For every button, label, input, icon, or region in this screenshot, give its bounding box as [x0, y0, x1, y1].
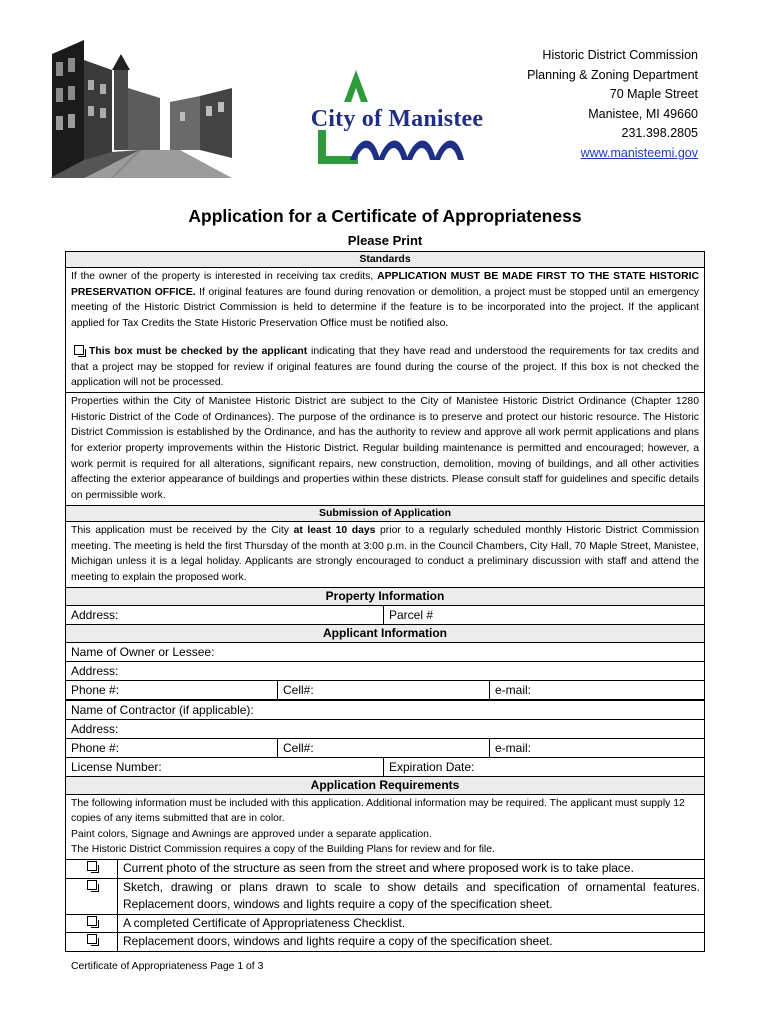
spacer: [66, 333, 704, 343]
parcel-number-field[interactable]: Parcel #: [389, 607, 434, 622]
section-header-applicant: Applicant Information: [66, 625, 704, 643]
contact-division: Planning & Zoning Department: [527, 67, 698, 82]
page-title: Application for a Certificate of Appropriateness: [188, 206, 582, 226]
requirement-checkbox[interactable]: [87, 880, 97, 890]
submission-paragraph: [66, 522, 704, 588]
owner-contact-row: [66, 681, 704, 701]
submission-text-continued: prior to a regularly scheduled monthly Historic District Commission meeting. The meeting is held the first Thursday of the month at 3:00 p.m. in the Council Chambers, City Hall, 70 Maple Street, Manistee, Michigan unless it is a legal holiday. Applicants are strongly encouraged to conduct a preliminary discussion with staff and attend the meeting to explain the proposed work.: [71, 524, 699, 583]
standards-paragraph: [66, 268, 704, 333]
contact-department: Historic District Commission: [542, 48, 698, 62]
property-row: [66, 606, 704, 625]
owner-email-field[interactable]: e-mail:: [495, 682, 532, 697]
requirement-checkbox[interactable]: [87, 916, 97, 926]
contact-city: Manistee, MI 49660: [588, 106, 698, 121]
requirement-checkbox-cell: [66, 933, 118, 951]
standards-warning: APPLICATION MUST BE MADE FIRST TO THE STATE HISTORIC PRESERVATION OFFICE.: [71, 271, 699, 298]
page-footer: Certificate of Appropriateness Page 1 of 3: [71, 961, 264, 972]
contractor-email-field[interactable]: e-mail:: [495, 740, 532, 755]
contractor-cell-field[interactable]: Cell#:: [278, 739, 490, 757]
owner-name-field[interactable]: Name of Owner or Lessee:: [71, 644, 215, 659]
application-form: [65, 251, 705, 952]
requirement-text: A completed Certificate of Appropriateness Checklist.: [123, 915, 406, 930]
contact-street: 70 Maple Street: [609, 87, 698, 102]
owner-address-row: [66, 662, 704, 681]
standards-text-continued: If original features are found during renovation or demolition, a project must be stopped until an emergency meeting of the Historic District Commission is held to determine if the feature is to be incorporated into the project. If the applicant applied for Tax Credits the State Historic Preservation Office must be notified also.: [71, 286, 699, 330]
contractor-address-row: [66, 720, 704, 739]
acknowledgement-bold: This box must be checked by the applicant: [89, 345, 308, 357]
contractor-address-field[interactable]: Address:: [71, 721, 119, 736]
requirement-checkbox[interactable]: [87, 934, 97, 944]
acknowledgement-checkbox[interactable]: [74, 345, 84, 355]
ordinance-paragraph: Properties within the City of Manistee Historic District are subject to the City of Manistee Historic District Ordinance (Chapter 1280 Historic District of the Code of Ordinances). The purpose of the ordinance is to preserve and protect our historic resource. The Historic District Commission is established by the Ordinance, and has the authority to review and approve all work permit applications and plans for exterior property improvements within the Historic District. Regular building maintenance is permitted and encouraged; however, a work permit is required for all alterations, significant repairs, new construction, demolition, moving of buildings, and all other activities affecting the exterior appearance of buildings and properties within these districts. Please consult staff for guidelines and specific details on permissible work.: [66, 393, 704, 506]
requirements-paint-note: Paint colors, Signage and Awnings are approved under a separate application.: [71, 828, 432, 840]
requirement-checkbox[interactable]: [87, 861, 97, 871]
logo-text: City of Manistee: [310, 106, 484, 132]
requirement-item: [66, 933, 704, 951]
license-number-field[interactable]: License Number:: [66, 758, 384, 776]
acknowledgement-text: indicating that they have read and understood the requirements for tax credits and that a project may be stopped for review if original features are found during the course of the project. If this box is not checked the application will not be processed.: [71, 345, 699, 389]
standards-text: If the owner of the property is interested in receiving tax credits,: [71, 271, 378, 282]
page-subtitle: Please Print: [347, 233, 423, 248]
historic-street-photo: [50, 40, 232, 178]
requirement-checkbox-cell: [66, 915, 118, 933]
requirements-plans-note: The Historic District Commission requires a copy of the Building Plans for review and for file.: [71, 844, 495, 856]
requirement-checkbox-cell: [66, 879, 118, 914]
requirement-text: Replacement doors, windows and lights require a copy of the specification sheet.: [123, 934, 553, 949]
contact-phone: 231.398.2805: [621, 126, 698, 141]
submission-deadline: at least 10 days: [293, 524, 376, 536]
owner-row: [66, 643, 704, 662]
requirements-intro: [66, 795, 704, 860]
owner-address-field[interactable]: Address:: [71, 663, 119, 678]
section-header-standards: Standards: [66, 252, 704, 268]
property-address-field[interactable]: Address:: [66, 606, 384, 624]
owner-cell-field[interactable]: Cell#:: [278, 681, 490, 699]
contractor-row: [66, 701, 704, 720]
license-row: [66, 758, 704, 777]
expiration-date-field[interactable]: Expiration Date:: [389, 759, 475, 774]
contractor-name-field[interactable]: Name of Contractor (if applicable):: [71, 702, 254, 717]
requirement-text: Sketch, drawing or plans drawn to scale to show details and specification of ornamental features. Replacement doors, windows and lights require a copy of the specification sheet.: [123, 879, 700, 912]
section-header-property: Property Information: [66, 588, 704, 606]
section-header-requirements: Application Requirements: [66, 777, 704, 795]
owner-phone-field[interactable]: Phone #:: [66, 681, 278, 699]
requirement-item: [66, 879, 704, 915]
requirement-checkbox-cell: [66, 860, 118, 878]
acknowledgement-paragraph: [66, 343, 704, 393]
section-header-submission: Submission of Application: [66, 506, 704, 522]
website-link[interactable]: www.manisteemi.gov: [580, 145, 698, 160]
submission-text: This application must be received by the City: [71, 524, 294, 536]
contact-block: [458, 46, 698, 164]
contractor-contact-row: [66, 739, 704, 758]
requirement-text: Current photo of the structure as seen from the street and where proposed work is to take place.: [123, 861, 634, 876]
requirements-intro-text: The following information must be included with this application. Additional information may be required. The applicant must supply 12 copies of any items submitted that are in color.: [71, 797, 685, 825]
requirement-item: [66, 915, 704, 934]
contractor-phone-field[interactable]: Phone #:: [66, 739, 278, 757]
requirement-item: [66, 860, 704, 879]
